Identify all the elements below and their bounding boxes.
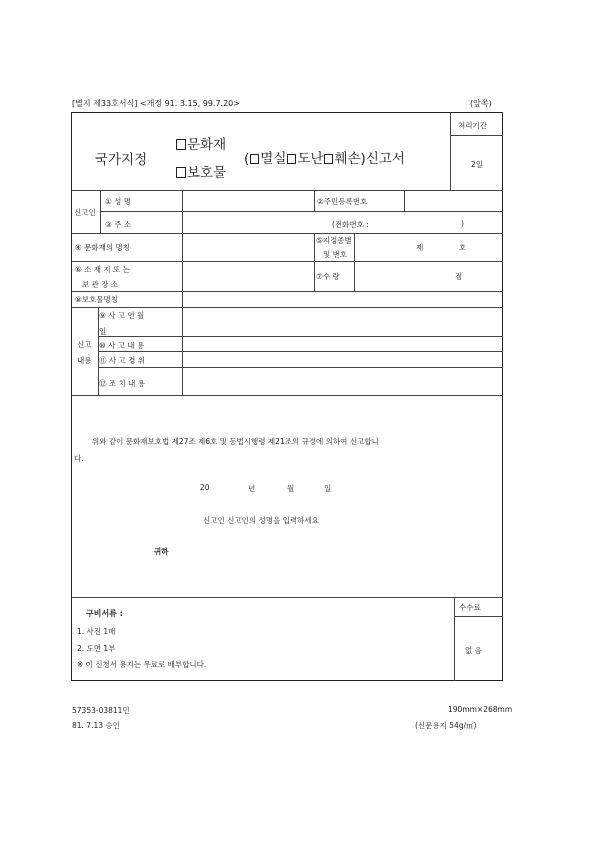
incident-date-field[interactable] [184,309,502,335]
form-code: 57353-03811민 [72,706,130,715]
incident-date-label-line1: ⑨ 사 고 연 월 [99,311,145,320]
attachment-item-drawing: 2. 도면 1부 [77,644,116,653]
approval-date: 81. 7.13 승인 [72,721,120,730]
form-reference: [별지 제33호서식] <개정 91. 3.15, 99.7.20> [72,99,240,108]
resident-id-label: ②주민등록번호 [317,197,368,206]
date-year-label: 년 [248,484,256,493]
paper-size: 190mm×268mm [448,705,513,714]
processing-period-label: 처리기간 [458,121,487,130]
incident-date-label-line2: 일 [99,327,107,336]
protective-structure-label: ⑧보호물명칭 [75,295,118,304]
checkbox-icon[interactable] [250,154,259,164]
report-section-label-line1: 신고 [77,340,92,349]
fee-value: 없 음 [465,646,482,655]
checkbox-icon[interactable] [287,154,296,164]
action-taken-field[interactable] [184,368,502,394]
location-field[interactable] [184,263,312,290]
processing-period-value: 2일 [471,160,484,169]
designation-label-line1: ⑤지정종별 [316,236,352,245]
property-name-label: ④ 문화재의 명칭 [75,243,130,252]
statement-line1: 위와 같이 문화재보호법 제27조 제6호 및 동법시행령 제21조의 규정에 의하여 신고합니 [92,437,379,446]
designation-suffix: 호 [459,243,467,252]
phone-close-paren: ) [461,219,464,228]
location-label-line1: ⑥ 소 재 지 또 는 [75,265,130,274]
checkbox-icon [176,167,186,178]
paper-weight: (신문용지 54g/㎡) [415,721,477,730]
quantity-label: ⑦수 량 [316,272,340,281]
incident-cause-field[interactable] [184,352,502,366]
incident-content-label: ⑩ 사 고 내 용 [99,341,145,350]
name-label: ① 성 명 [105,197,131,206]
protective-structure-field[interactable] [184,293,502,306]
designation-prefix: 제 [416,243,424,252]
fee-label: 수수료 [459,603,481,612]
addressee-label: 귀하 [154,547,169,556]
checkbox-icon[interactable] [324,154,333,164]
location-label-line2: 보 관 장 소 [82,280,119,289]
date-century: 20 [200,483,210,492]
address-field[interactable] [184,213,329,232]
designation-label-line2: 및 번호 [323,250,348,259]
incident-cause-label: ⑪ 사 고 경 위 [99,356,146,365]
report-section-label-line2: 내용 [77,356,92,365]
statement-line2: 다. [74,454,84,463]
attachments-title: 구비서류 : [86,609,123,618]
action-taken-label: ⑫ 조 치 내 용 [99,379,146,388]
incident-content-field[interactable] [184,337,502,350]
applicant-section-label: 신고인 [74,208,96,217]
title-incident-type: ( 멸실 도난 훼손)신고서 [244,151,405,167]
date-month-label: 월 [287,484,295,493]
date-day-label: 일 [324,484,332,493]
checkbox-icon [176,139,186,150]
free-form-note: ※ 이 신청서 용지는 무료로 배부합니다. [77,660,207,669]
phone-label: (전화번호 : [332,220,369,229]
name-field[interactable] [184,192,312,210]
page-side-label: (앞쪽) [470,99,492,108]
option-cultural-property[interactable]: 문화재 [176,133,226,153]
quantity-unit: 점 [455,272,463,281]
report-form [71,112,503,681]
attachment-item-photo: 1. 사진 1매 [77,627,116,636]
resident-id-field[interactable] [406,192,502,210]
signer-name-field[interactable]: 신고인 신고인의 성명을 입력하세요 [203,516,319,525]
title-national: 국가지정 [95,152,148,168]
address-label: ③ 주 소 [105,220,131,229]
property-name-field[interactable] [184,235,312,260]
option-protective-structure[interactable]: 보호물 [176,161,226,181]
